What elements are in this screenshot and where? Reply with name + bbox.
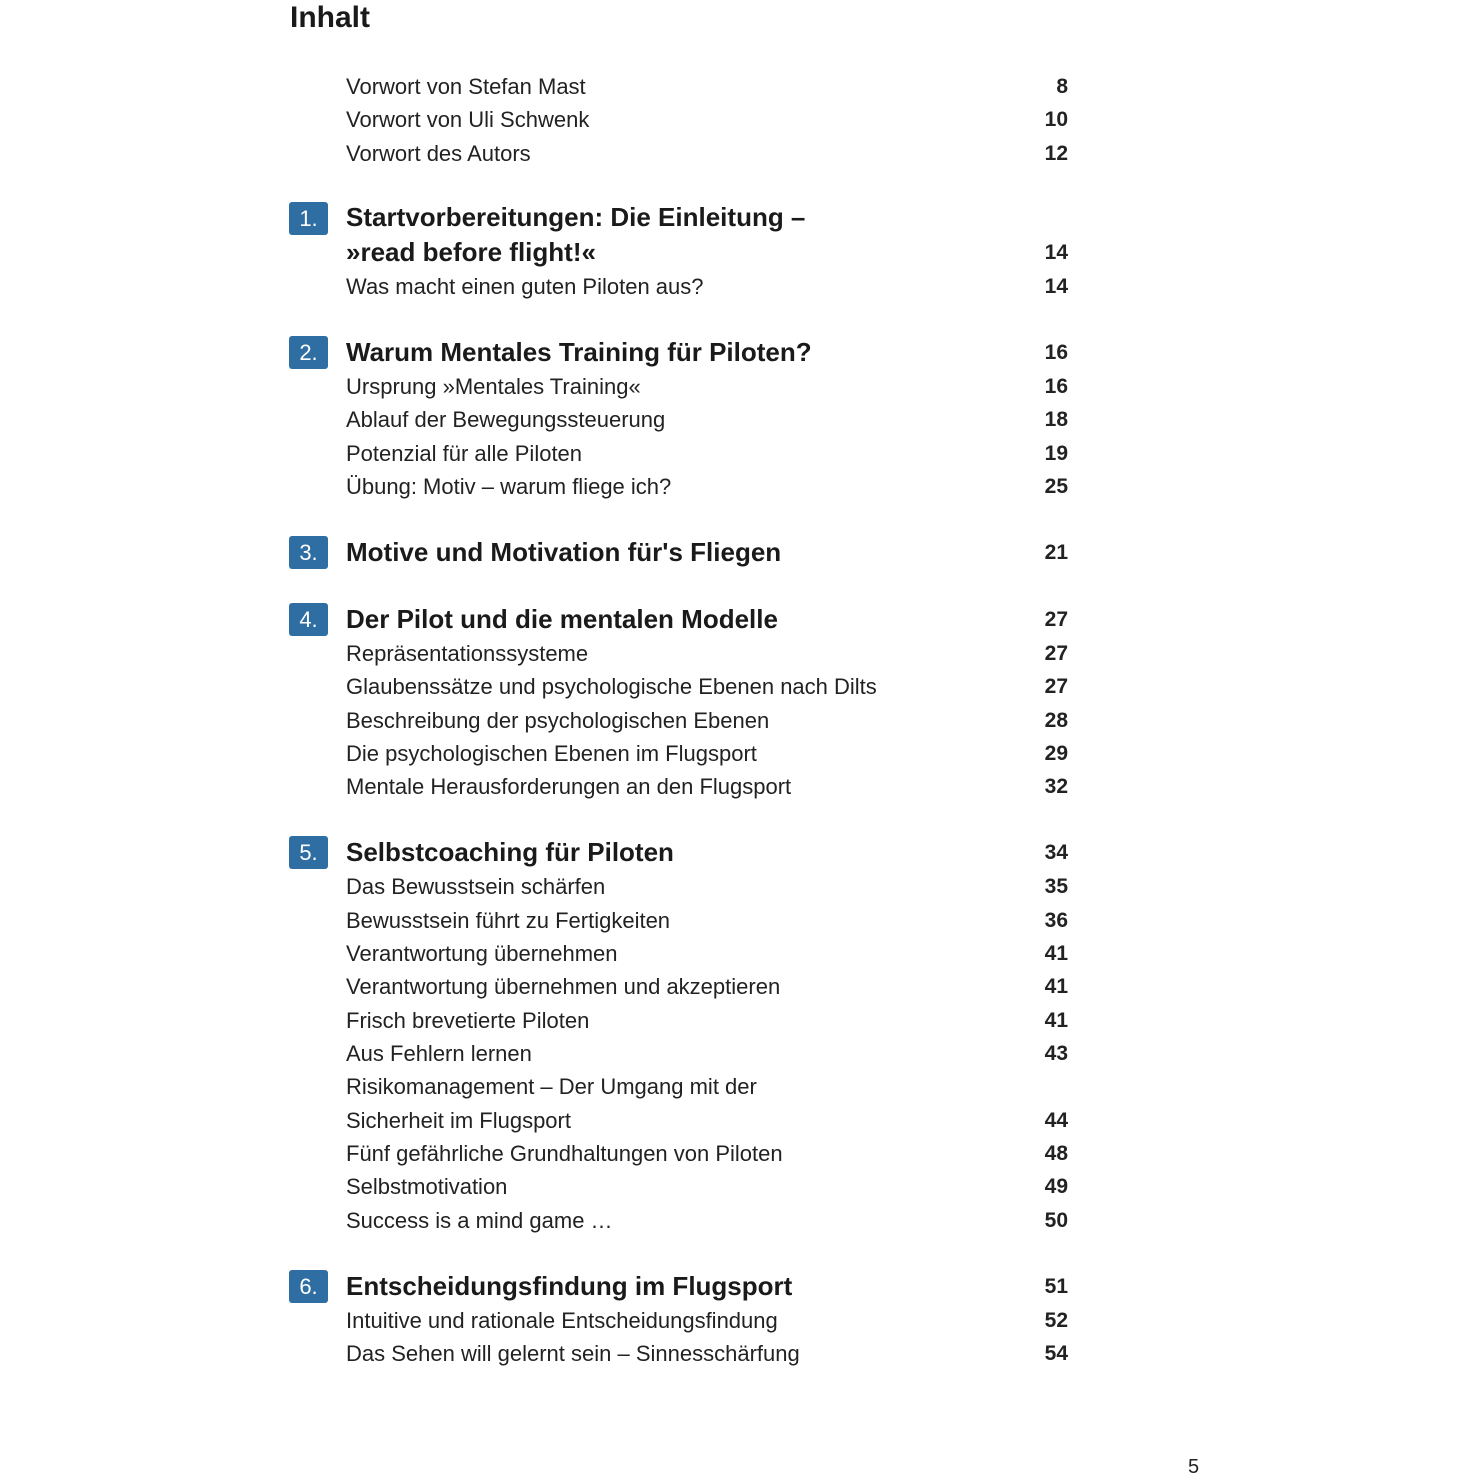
toc-entry-title: Aus Fehlern lernen bbox=[346, 1040, 532, 1066]
toc-entry-title: Intuitive und rationale Entscheidungsfindung bbox=[346, 1307, 778, 1333]
toc-entry bbox=[346, 1037, 1068, 1070]
toc-entry bbox=[346, 770, 1068, 803]
toc-entry-title: Success is a mind game … bbox=[346, 1207, 613, 1233]
toc-entry-page: 10 bbox=[1044, 107, 1068, 131]
chapter-page: 51 bbox=[1044, 1274, 1068, 1298]
toc-entry bbox=[346, 1004, 1068, 1037]
toc-entry-title: Risikomanagement – Der Umgang mit der bbox=[346, 1073, 757, 1099]
chapter-page: 14 bbox=[1044, 240, 1068, 264]
chapter-page: 27 bbox=[1044, 607, 1068, 631]
chapter-heading bbox=[346, 603, 1068, 636]
toc-entry-title: Glaubenssätze und psychologische Ebenen nach Dilts bbox=[346, 673, 877, 699]
toc-entry-title: Sicherheit im Flugsport bbox=[346, 1107, 571, 1133]
toc-entry-page: 54 bbox=[1044, 1341, 1068, 1365]
chapter-title: Selbstcoaching für Piloten bbox=[346, 837, 674, 867]
chapter-number-badge: 1. bbox=[289, 202, 328, 235]
toc-entry-title: Repräsentationssysteme bbox=[346, 640, 589, 666]
toc-entry-page: 44 bbox=[1044, 1108, 1068, 1132]
toc-entry-page: 41 bbox=[1044, 1008, 1068, 1032]
chapter-number-badge: 6. bbox=[289, 1270, 328, 1303]
toc-entry-page: 35 bbox=[1044, 874, 1068, 898]
toc-entry bbox=[346, 637, 1068, 670]
toc-entry-title: Ursprung »Mentales Training« bbox=[346, 373, 641, 399]
toc-entry bbox=[346, 1304, 1068, 1337]
chapter-title: Der Pilot und die mentalen Modelle bbox=[346, 604, 778, 634]
chapter-heading bbox=[346, 536, 1068, 569]
toc-entry-page: 8 bbox=[1056, 74, 1068, 98]
toc-entry-page: 52 bbox=[1044, 1308, 1068, 1332]
toc-entry bbox=[346, 737, 1068, 770]
toc-entry-page: 36 bbox=[1044, 908, 1068, 932]
toc-entry-page: 18 bbox=[1044, 407, 1068, 431]
toc-entry bbox=[346, 937, 1068, 970]
page-title: Inhalt bbox=[290, 1, 370, 34]
toc-entry bbox=[346, 670, 1068, 703]
toc-entry-title: Verantwortung übernehmen und akzeptieren bbox=[346, 973, 781, 999]
toc-entry-title: Bewusstsein führt zu Fertigkeiten bbox=[346, 907, 671, 933]
toc-entry bbox=[346, 403, 1068, 436]
toc-entry-title: Selbstmotivation bbox=[346, 1173, 508, 1199]
toc-entry-title: Das Sehen will gelernt sein – Sinnesschärfung bbox=[346, 1340, 800, 1366]
toc-entry-title: Verantwortung übernehmen bbox=[346, 940, 618, 966]
chapter-page: 21 bbox=[1044, 540, 1068, 564]
toc-entry bbox=[346, 470, 1068, 503]
chapter-heading bbox=[346, 336, 1068, 369]
toc-entry-page: 48 bbox=[1044, 1141, 1068, 1165]
toc-entry-page: 16 bbox=[1044, 374, 1068, 398]
toc-entry bbox=[346, 103, 1068, 136]
toc-entry-title: Vorwort von Stefan Mast bbox=[346, 73, 586, 99]
chapter-page: 16 bbox=[1044, 340, 1068, 364]
chapter-number-badge: 4. bbox=[289, 603, 328, 636]
toc-entry-title: Potenzial für alle Piloten bbox=[346, 440, 583, 466]
page-number: 5 bbox=[1188, 1456, 1200, 1478]
chapter-page: 34 bbox=[1044, 840, 1068, 864]
chapter-heading bbox=[346, 201, 1068, 234]
chapter-title: Startvorbereitungen: Die Einleitung – bbox=[346, 202, 806, 232]
toc-entry-page: 49 bbox=[1044, 1174, 1068, 1198]
toc-entry-title: Mentale Herausforderungen an den Flugsport bbox=[346, 773, 792, 799]
toc-entry bbox=[346, 437, 1068, 470]
toc-entry-page: 12 bbox=[1044, 141, 1068, 165]
chapter-title: Entscheidungsfindung im Flugsport bbox=[346, 1271, 793, 1301]
chapter-heading bbox=[346, 1270, 1068, 1303]
toc-entry-page: 41 bbox=[1044, 941, 1068, 965]
chapter-number-badge: 5. bbox=[289, 836, 328, 869]
toc-entry-title: Die psychologischen Ebenen im Flugsport bbox=[346, 740, 757, 766]
chapter-title: Motive und Motivation für's Fliegen bbox=[346, 537, 782, 567]
toc-entry bbox=[346, 70, 1068, 103]
toc-entry-page: 32 bbox=[1044, 774, 1068, 798]
toc-entry-title: Vorwort des Autors bbox=[346, 140, 531, 166]
chapter-number-badge: 3. bbox=[289, 536, 328, 569]
toc-entry-continued bbox=[346, 1104, 1068, 1137]
toc-entry bbox=[346, 704, 1068, 737]
toc-entry-title: Frisch brevetierte Piloten bbox=[346, 1007, 590, 1033]
toc-entry bbox=[346, 1337, 1068, 1370]
toc-entry-title: Beschreibung der psychologischen Ebenen bbox=[346, 707, 770, 733]
toc-entry bbox=[346, 1070, 1068, 1103]
chapter-number-badge: 2. bbox=[289, 336, 328, 369]
toc-entry-title: Ablauf der Bewegungssteuerung bbox=[346, 406, 666, 432]
toc-entry-title: Was macht einen guten Piloten aus? bbox=[346, 273, 704, 299]
toc-entry-title: Übung: Motiv – warum fliege ich? bbox=[346, 473, 672, 499]
toc-entry-title: Vorwort von Uli Schwenk bbox=[346, 106, 590, 132]
toc-entry bbox=[346, 370, 1068, 403]
toc-entry bbox=[346, 1137, 1068, 1170]
toc-entry bbox=[346, 870, 1068, 903]
toc-entry-page: 14 bbox=[1044, 274, 1068, 298]
toc-entry-title: Das Bewusstsein schärfen bbox=[346, 873, 606, 899]
toc-entry bbox=[346, 1204, 1068, 1237]
toc-entry-title: Fünf gefährliche Grundhaltungen von Piloten bbox=[346, 1140, 783, 1166]
toc-entry-page: 41 bbox=[1044, 974, 1068, 998]
toc-entry-page: 28 bbox=[1044, 708, 1068, 732]
chapter-title: Warum Mentales Training für Piloten? bbox=[346, 337, 812, 367]
chapter-title: »read before flight!« bbox=[346, 237, 596, 267]
chapter-heading bbox=[346, 836, 1068, 869]
toc-entry-page: 19 bbox=[1044, 441, 1068, 465]
toc-entry-page: 27 bbox=[1044, 674, 1068, 698]
chapter-heading-continued bbox=[346, 236, 1068, 269]
toc-entry bbox=[346, 970, 1068, 1003]
toc-entry bbox=[346, 137, 1068, 170]
toc-entry-page: 27 bbox=[1044, 641, 1068, 665]
toc-entry bbox=[346, 270, 1068, 303]
toc-entry-page: 25 bbox=[1044, 474, 1068, 498]
toc-entry bbox=[346, 1170, 1068, 1203]
toc-entry bbox=[346, 904, 1068, 937]
toc-entry-page: 29 bbox=[1044, 741, 1068, 765]
toc-entry-page: 43 bbox=[1044, 1041, 1068, 1065]
toc-entry-page: 50 bbox=[1044, 1208, 1068, 1232]
